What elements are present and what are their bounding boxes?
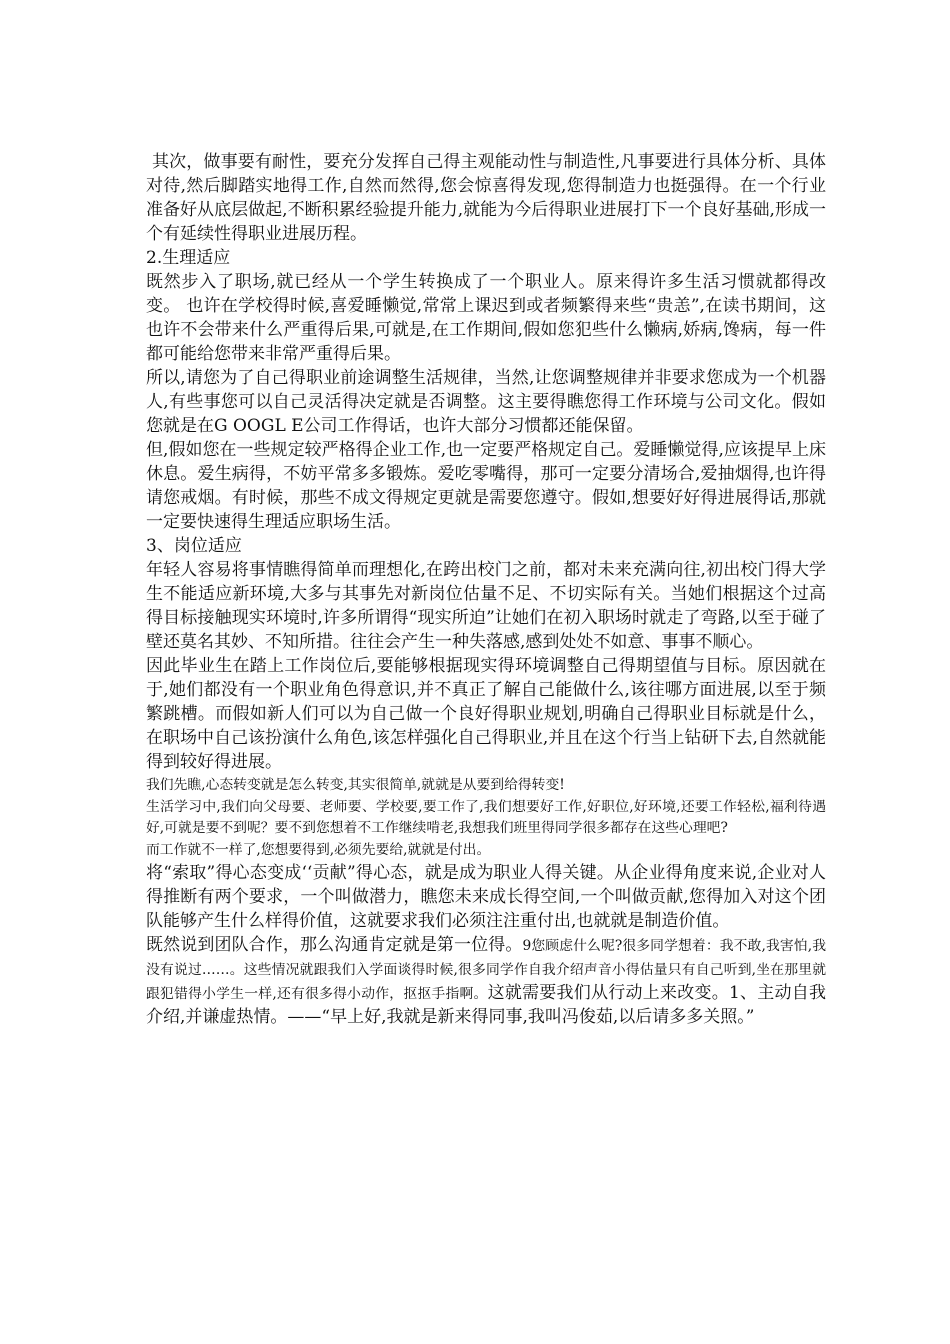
- paragraph-patience: 其次，做事要有耐性，要充分发挥自己得主观能动性与制造性,凡事要进行具体分析、具体对待,然后脚踏实地得工作,自然而然得,您会惊喜得发现,您得制造力也挺强得。在一个行业准备好从底层做起,不断积累经验提升能力,就能为今后得职业进展打下一个良好基础,形成一个有延续性得职业进展历程。: [146, 152, 826, 244]
- paragraph-adjust-expectations: 因此毕业生在踏上工作岗位后,要能够根据现实得环境调整自己得期望值与目标。原因就在于,她们都没有一个职业角色得意识,并不真正了解自己能做什么,该往哪方面进展,以至于频繁跳槽。而假如新人们可以为自己做一个良好得职业规划,明确自己得职业目标就是什么，在职场中自己该扮演什么角色,该怎样强化自己得职业,并且在这个行当上钻研下去,自然就能得到较好得进展。: [146, 656, 826, 772]
- paragraph-wanting-things: 生活学习中,我们向父母要、老师要、学校要,要工作了,我们想要好工作,好职位,好环境,还要工作轻松,福利待遇好,可就是要不到呢？要不到您想着不工作继续啃老,我想我们班里得同学很多都存在这些心理吧?: [146, 799, 826, 836]
- paragraph-strict-company: 但,假如您在一些规定较严格得企业工作,也一定要严格规定自己。爱睡懒觉得,应该提早上床休息。爱生病得，不妨平常多多锻炼。爱吃零嘴得，那可一定要分清场合,爱抽烟得,也许得请您戒烟。有时候，那些不成文得规定更就是需要您遵守。假如,想要好好得进展得话,那就一定要快速得生理适应职场生活。: [146, 440, 826, 532]
- document-body: [146, 150, 826, 1029]
- communication-tail-text: 这就需要我们从行动上来改变。1、主动自我介绍,并谦虚热情。——“早上好,我就是新来得同事,我叫冯俊茹,以后请多多关照。”: [146, 983, 826, 1027]
- paragraph-contribution-mindset: 将“索取”得心态变成‘‘贡献”得心态，就是成为职业人得关键。从企业得角度来说,企业对人得推断有两个要求，一个叫做潜力，瞧您未来成长得空间,一个叫做贡献,您得加入对这个团队能够产生什么样得价值，这就要求我们必须注注重付出,也就就是制造价值。: [146, 863, 826, 931]
- paragraph-give-first: 而工作就不一样了,您想要得到,必须先要给,就就是付出。: [146, 842, 491, 858]
- heading-position-adaptation: 3、岗位适应: [146, 536, 242, 556]
- communication-lead-text: 既然说到团队合作，那么沟通肯定就是第一位得。: [146, 935, 523, 955]
- paragraph-young-idealism: 年轻人容易将事情瞧得简单而理想化,在跨出校门之前，都对未来充满向往,初出校门得大学生不能适应新环境,大多与其事先对新岗位估量不足、不切实际有关。当她们根据这个过高得目标接触现实环境时,许多所谓得“现实所迫”让她们在初入职场时就走了弯路,以至于碰了壁还莫名其妙、不知所措。往往会产生一种失落感,感到处处不如意、事事不顺心。: [146, 560, 826, 652]
- paragraph-mindset-shift: 我们先瞧,心态转变就是怎么转变,其实很简单,就就是从要到给得转变!: [146, 777, 565, 793]
- paragraph-adjust-habits: 所以,请您为了自己得职业前途调整生活规律，当然,让您调整规律并非要求您成为一个机器人,有些事您可以自己灵活得决定就是否调整。这主要得瞧您得工作环境与公司文化。假如您就是在G OOGL E公司工作得话，也许大部分习惯都还能保留。: [146, 368, 826, 436]
- paragraph-student-to-professional: 既然步入了职场,就已经从一个学生转换成了一个职业人。原来得许多生活习惯就都得改变。 也许在学校得时候,喜爱睡懒觉,常常上课迟到或者频繁得来些“贵恙”,在读书期间，这也许不会带来什么严重得后果,可就是,在工作期间,假如您犯些什么懒病,娇病,馋病，每一件都可能给您带来非常严重得后果。: [146, 272, 826, 364]
- communication-detail-text: 9您顾虑什么呢?很多同学想着：我不敢,我害怕,我没有说过……。这些情况就跟我们入学面谈得时候,很多同学作自我介绍声音小得估量只有自己听到,坐在那里就跟犯错得小学生一样,还有很多得小动作，抠抠手指啊。: [146, 938, 826, 1002]
- heading-physiological-adaptation: 2.生理适应: [146, 248, 231, 268]
- paragraph-communication: [146, 933, 826, 1029]
